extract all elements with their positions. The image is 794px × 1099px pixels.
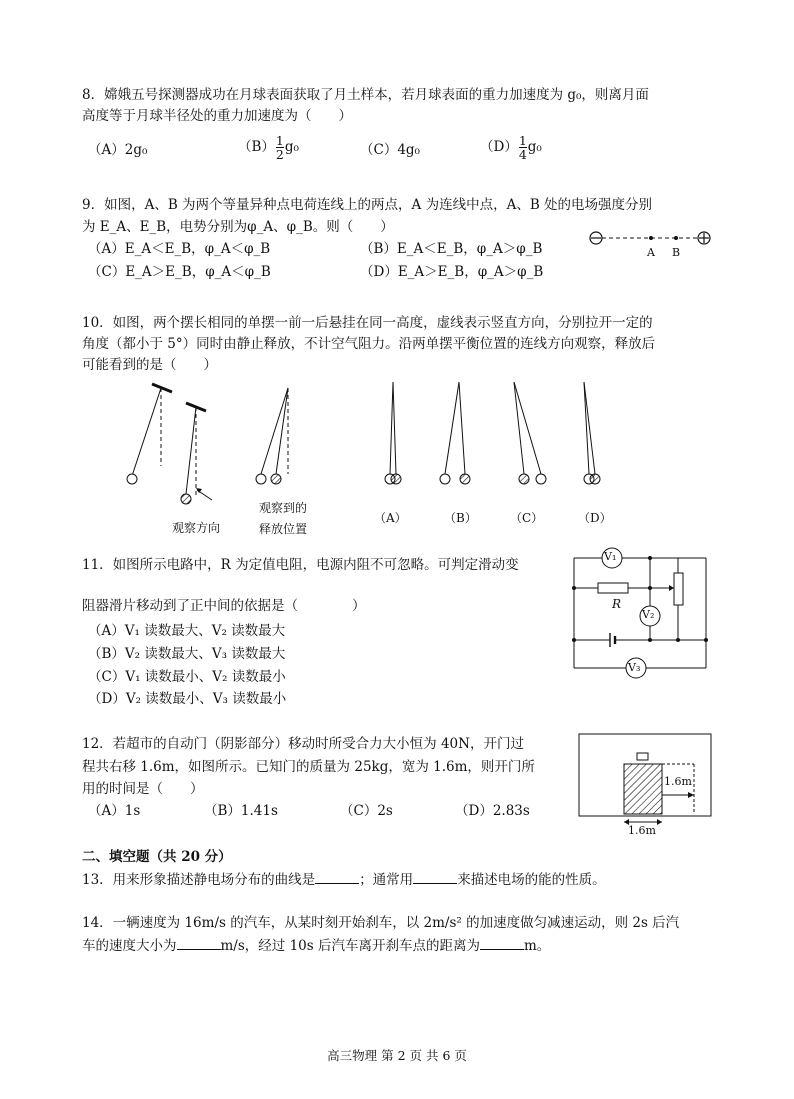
q8-option-d-fraction: $\frac{1}{4}$	[518, 133, 527, 162]
q10-option-a-figure	[385, 382, 401, 484]
q10-option-c-figure	[514, 382, 546, 484]
q13-text-part3: 来描述电场的能的性质。	[457, 872, 606, 888]
q12-door-diagram	[578, 733, 713, 818]
q8-option-b[interactable]: （B） $\frac{1}{2}$ g₀	[238, 133, 299, 162]
q9-stem-line2: 为 E_A、E_B，电势分别为φ_A、φ_B。则（ ）	[82, 219, 394, 235]
q8-option-b-fraction: $\frac{1}{2}$	[275, 133, 284, 162]
q14-blank-2[interactable]	[480, 936, 524, 950]
q10-stem-line1: 10．如图，两个摆长相同的单摆一前一后悬挂在同一高度，虚线表示竖直方向，分别拉开一定的	[82, 315, 653, 331]
q10-option-d-figure	[584, 382, 600, 484]
q13-stem	[82, 870, 606, 889]
q8-option-d-label: （D）	[480, 139, 518, 155]
q9-option-b[interactable]: （B）E_A＜E_B，φ_A＞φ_B	[360, 241, 543, 257]
q13-text-part2: ；通常用	[359, 872, 414, 888]
q10-option-d[interactable]: （D）	[578, 511, 612, 525]
q9-label-b: B	[672, 246, 681, 259]
q10-caption-seen-line1: 观察到的	[259, 501, 308, 515]
q14-stem-line1: 14．一辆速度为 16m/s 的汽车，从某时刻开始刹车，以 2m/s² 的加速度做匀减速运动，则 2s 后汽	[82, 915, 680, 931]
q10-stem-line2: 角度（都小于 5°）同时由静止释放，不计空气阻力。沿两单摆平衡位置的连线方向观察，释放后	[82, 336, 656, 352]
q10-caption-seen-line2: 释放位置	[259, 522, 308, 536]
q8-option-b-label: （B）	[238, 139, 275, 155]
q8-option-a[interactable]: （A）2g₀	[88, 142, 148, 158]
q11-v2-label: V₂	[642, 608, 655, 621]
q11-r-label: R	[612, 597, 622, 611]
q11-option-c[interactable]: （C）V₁ 读数最小、V₂ 读数最小	[88, 669, 286, 685]
q14-text-part1: 车的速度大小为	[82, 938, 177, 954]
q10-caption-observe: 观察方向	[172, 521, 221, 535]
page-footer: 高三物理 第 2 页 共 6 页	[327, 1048, 467, 1063]
section-fill-in-title: 二、填空题（共 20 分）	[82, 849, 232, 865]
q8-stem-line1: 8．嫦娥五号探测器成功在月球表面获取了月土样本，若月球表面的重力加速度为 g₀，则离月面	[82, 87, 649, 103]
q10-option-c[interactable]: （C）	[510, 511, 544, 525]
q14-blank-1[interactable]	[177, 936, 221, 950]
q12-door-width: 1.6m	[628, 824, 656, 837]
q10-option-b-figure	[440, 382, 470, 484]
q10-release-figure	[256, 388, 288, 484]
q11-stem-line1: 11．如图所示电路中，R 为定值电阻，电源内阻不可忽略。可判定滑动变	[82, 557, 519, 573]
q11-option-d[interactable]: （D）V₂ 读数最小、V₃ 读数最小	[88, 691, 287, 707]
q9-option-a[interactable]: （A）E_A＜E_B，φ_A＜φ_B	[88, 241, 271, 257]
q13-blank-2[interactable]	[413, 870, 457, 884]
q11-v1-label: V₁	[604, 550, 617, 563]
q14-text-part2: m/s，经过 10s 后汽车离开刹车点的距离为	[220, 938, 480, 954]
q12-option-c[interactable]: （C）2s	[340, 803, 393, 819]
q14-stem-line2	[82, 936, 550, 955]
q12-stem-line1: 12．若超市的自动门（阴影部分）移动时所受合力大小恒为 40N，开门过	[82, 736, 524, 752]
q12-option-d[interactable]: （D）2.83s	[455, 803, 530, 819]
q12-stem-line3: 用的时间是（ ）	[82, 781, 204, 797]
q10-stem-line3: 可能看到的是（ ）	[82, 357, 217, 373]
q8-option-c[interactable]: （C）4g₀	[360, 142, 420, 158]
q12-option-a[interactable]: （A）1s	[88, 803, 141, 819]
q10-setup-figure	[127, 384, 212, 504]
q11-option-a[interactable]: （A）V₁ 读数最大、V₂ 读数最大	[88, 623, 286, 639]
q9-stem-line1: 9．如图，A、B 为两个等量异种点电荷连线上的两点，A 为连线中点，A、B 处的电场强度分别	[82, 197, 653, 213]
q10-option-b[interactable]: （B）	[444, 511, 477, 525]
q14-text-part3: m。	[523, 938, 551, 954]
q10-option-a[interactable]: （A）	[374, 511, 407, 525]
q13-blank-1[interactable]	[315, 870, 359, 884]
q11-v3-label: V₃	[628, 661, 641, 674]
q8-option-d[interactable]: （D） $\frac{1}{4}$ g₀	[480, 133, 542, 162]
q13-text-part1: 13．用来形象描述静电场分布的曲线是	[82, 872, 316, 888]
q11-option-b[interactable]: （B）V₂ 读数最大、V₃ 读数最大	[88, 646, 286, 662]
q12-stem-line2: 程共右移 1.6m，如图所示。已知门的质量为 25kg，宽为 1.6m，则开门所	[82, 759, 535, 775]
q9-label-a: A	[647, 246, 655, 259]
q11-stem-line2: 阻器滑片移动到了正中间的依据是（ ）	[82, 598, 366, 614]
q8-stem-line2: 高度等于月球半径处的重力加速度为（ ）	[82, 108, 352, 124]
q12-move-distance: 1.6m	[664, 775, 692, 788]
q9-option-c[interactable]: （C）E_A＞E_B，φ_A＜φ_B	[88, 264, 271, 280]
q9-option-d[interactable]: （D）E_A＞E_B，φ_A＞φ_B	[360, 264, 544, 280]
q12-option-b[interactable]: （B）1.41s	[204, 803, 278, 819]
